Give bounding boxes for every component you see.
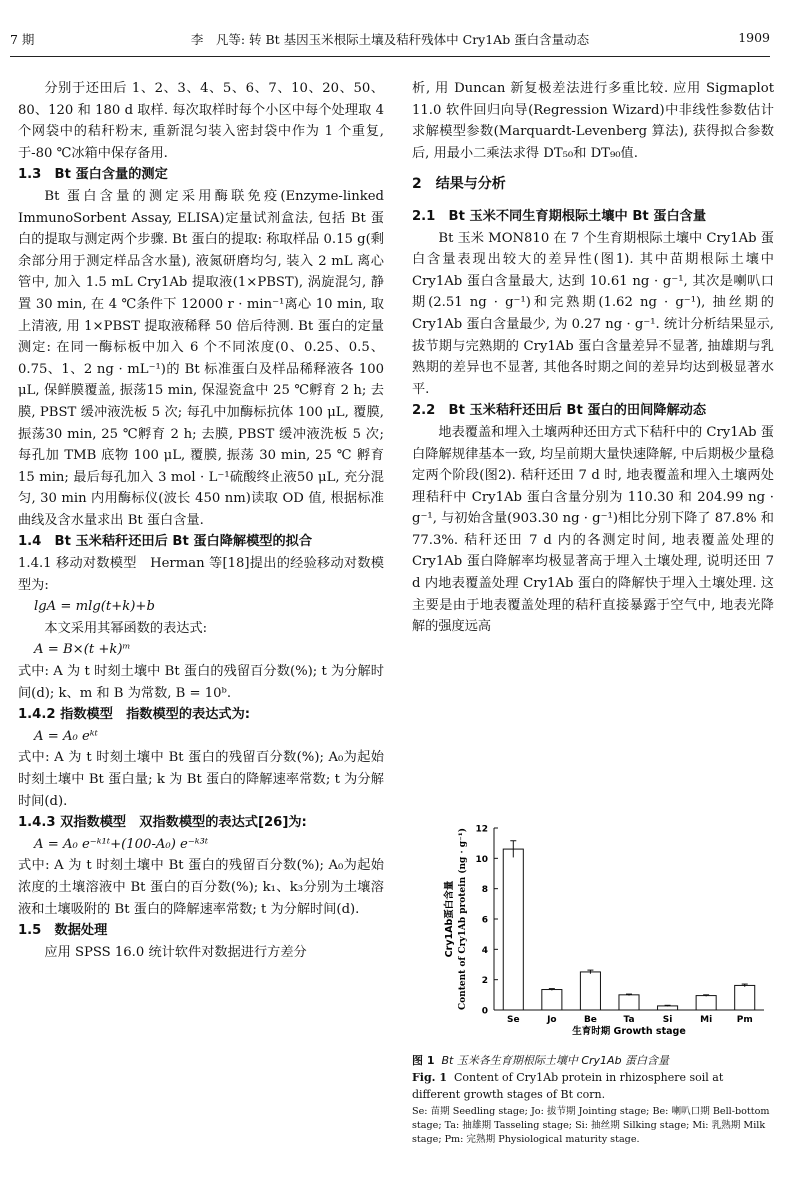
paragraph: Bt 玉米 MON810 在 7 个生育期根际土壤中 Cry1Ab 蛋白含量表现出较大的差异性(图1). 其中苗期根际土壤中 Cry1Ab 蛋白含量最大, 达到 10.61 ng · g⁻¹, 其次是喇叭口期(2.51 ng · g⁻¹)和完熟期(1.62 ng · g⁻¹), 抽丝期的 Cry1Ab 蛋白含量最少, 为 0.27 ng · g⁻¹. 统计分析结果显示, 拔节期与完熟期的 Cry1Ab 蛋白含量差异不显著, 抽雄期与乳熟期的差异也不显著, 其他各时期之间的差异均达到极显著水平. bbox=[412, 230, 774, 397]
section-heading: 1.4 Bt 玉米秸秆还田后 Bt 蛋白降解模型的拟合 bbox=[18, 534, 313, 550]
section-heading: 2.1 Bt 玉米不同生育期根际土壤中 Bt 蛋白含量 bbox=[412, 208, 707, 224]
caption-abbrev-note: Se: 苗期 Seedling stage; Jo: 拔节期 Jointing stage; Be: 喇叭口期 Bell-bottom stage; Ta: 抽雄期 Tasseling stage; Si: 抽丝期 Silking stage; Mi: 乳熟期 Milk stage; Pm: 完熟期 Physiological maturity stage. bbox=[412, 1106, 770, 1145]
x-tick-label-Ta: Ta bbox=[623, 1015, 635, 1025]
paragraph: 本文采用其幂函数的表达式: bbox=[44, 620, 208, 636]
y-tick-label: 4 bbox=[481, 945, 488, 956]
section-heading: 2.2 Bt 玉米秸秆还田后 Bt 蛋白的田间降解动态 bbox=[412, 403, 707, 419]
paragraph: 式中: A 为 t 时刻土壤中 Bt 蛋白的残留百分数(%); t 为分解时间(d); k、m 和 B 为常数, B = 10ᵇ. bbox=[18, 664, 384, 701]
caption-en-line bbox=[412, 1069, 774, 1103]
y-tick-label: 6 bbox=[481, 915, 488, 926]
y-axis-label-cn: Cry1Ab蛋白含量 bbox=[444, 880, 455, 958]
paragraph: 分别于还田后 1、2、3、4、5、6、7、10、20、50、80、120 和 180 d 取样. 每次取样时每个小区中每个处理取 4 个网袋中的秸秆粉末, 重新混匀装入密封袋中作为 1 个重复, 于-80 ℃冰箱中保存备用. bbox=[18, 81, 384, 161]
section-heading: 1.5 数据处理 bbox=[18, 923, 108, 939]
caption-en-label: Fig. 1 bbox=[412, 1071, 447, 1084]
bar-Pm bbox=[735, 985, 755, 1010]
bar-Se bbox=[503, 849, 523, 1010]
bar-Mi bbox=[696, 996, 716, 1010]
section-heading: 1.4.2 指数模型 指数模型的表达式为: bbox=[18, 707, 251, 723]
caption-cn-text: Bt 玉米各生育期根际土壤中 Cry1Ab 蛋白含量 bbox=[441, 1054, 670, 1067]
y-tick-label: 2 bbox=[481, 976, 488, 987]
y-tick-label: 8 bbox=[481, 885, 488, 896]
paragraph: 析, 用 Duncan 新复极差法进行多重比较. 应用 Sigmaplot 11.0 软件回归向导(Regression Wizard)中非线性参数估计求解模型参数(Marquardt-Levenberg 算法), 获得拟合参数后, 用最小二乘法求得 DT₅₀和 DT₉₀值. bbox=[412, 81, 774, 161]
left-column bbox=[18, 78, 384, 963]
page-number: 1909 bbox=[738, 30, 770, 45]
x-tick-label-Jo: Jo bbox=[547, 1015, 557, 1025]
y-tick-label: 10 bbox=[475, 854, 488, 865]
bar-Si bbox=[658, 1006, 678, 1010]
y-tick-label: 0 bbox=[481, 1006, 488, 1017]
paragraph: Bt 蛋白含量的测定采用酶联免疫(Enzyme-linked ImmunoSorbent Assay, ELISA)定量试剂盒法, 包括 Bt 蛋白的提取与测定两个步骤. Bt 蛋白的提取: 称取样品 0.15 g(剩余部分用于测定样品含水量), 液氮研磨均匀, 装入 2 mL 离心管中, 加入 1.5 mL Cry1Ab 提取液(1×PBST), 涡旋混匀, 静置 30 min, 在 4 ℃条件下 12000 r · min⁻¹离心 10 min, 取上清液, 用 1×PBST 提取液稀释 50 倍后待测. Bt 蛋白的定量测定: 在同一酶标板中加入 6 个不同浓度(0、0.25、0.5、0.75、1、2 ng · mL⁻¹)的 Bt 标准蛋白及样品稀释液各 100 μL, 保鲜膜覆盖, 振荡15 min, 保湿瓷盒中 25 ℃孵育 2 h; 去膜, PBST 缓冲液洗板 5 次; 每孔中加酶标抗体 100 μL, 覆膜, 振荡30 min, 25 ℃孵育 2 h; 去膜, PBST 缓冲液洗板 5 次; 每孔加 TMB 底物 100 μL, 覆膜, 振荡 30 min, 25 ℃ 孵育 15 min; 最后每孔加入 3 mol · L⁻¹硫酸终止液50 μL, 充分混匀, 30 min 内用酶标仪(波长 450 nm)读取 OD 值, 根据标准曲线及含水量求出 Bt 蛋白含量. bbox=[18, 188, 384, 528]
paragraph: 式中: A 为 t 时刻土壤中 Bt 蛋白的残留百分数(%); A₀为起始浓度的土壤溶液中 Bt 蛋白的百分数(%); k₁、k₃分别为土壤溶液和土壤吸附的 Bt 蛋白的降解速率常数; t 为分解时间(d). bbox=[18, 858, 384, 917]
x-tick-label-Se: Se bbox=[506, 1015, 520, 1025]
figure-1-bar-chart bbox=[412, 810, 774, 1040]
equation: A = A₀ eᵏᵗ bbox=[34, 728, 98, 744]
equation: lgA = mlg(t+k)+b bbox=[34, 599, 155, 615]
equation: A = B×(t +k)ᵐ bbox=[34, 642, 131, 658]
caption-cn-label: 图 1 bbox=[412, 1054, 435, 1067]
paragraph: 式中: A 为 t 时刻土壤中 Bt 蛋白的残留百分数(%); A₀为起始时刻土壤中 Bt 蛋白量; k 为 Bt 蛋白的降解速率常数; t 为分解时间(d). bbox=[18, 750, 384, 809]
paragraph: 应用 SPSS 16.0 统计软件对数据进行方差分 bbox=[44, 944, 307, 960]
header-divider bbox=[10, 56, 770, 57]
running-header bbox=[10, 30, 770, 50]
y-tick-label: 12 bbox=[475, 824, 488, 835]
section-heading: 1.4.3 双指数模型 双指数模型的表达式[26]为: bbox=[18, 815, 307, 831]
figure-caption bbox=[412, 1052, 774, 1147]
y-axis-label-en: Content of Cry1Ab protein (ng · g⁻¹) bbox=[458, 828, 468, 1010]
bar-Ta bbox=[619, 995, 639, 1010]
running-title: 李 凡等: 转 Bt 基因玉米根际土壤及秸秆残体中 Cry1Ab 蛋白含量动态 bbox=[190, 32, 590, 47]
x-axis-label: 生育时期 Growth stage bbox=[572, 1026, 686, 1037]
bar-Jo bbox=[542, 990, 562, 1010]
issue-number: 7 期 bbox=[10, 32, 35, 47]
right-column bbox=[412, 78, 774, 638]
paragraph: 地表覆盖和埋入土壤两种还田方式下秸秆中的 Cry1Ab 蛋白降解规律基本一致, 均呈前期大量快速降解, 中后期极少量稳定两个阶段(图2). 秸秆还田 7 d 时, 地表覆盖和埋入土壤两处理秸秆中 Cry1Ab 蛋白含量分别为 110.30 和 204.99 ng · g⁻¹, 与初始含量(903.30 ng · g⁻¹)相比分别下降了 87.8% 和 77.3%. 秸秆还田 7 d 内的各测定时间, 地表覆盖处理的 Cry1Ab 蛋白降解率均极显著高于埋入土壤处理, 说明还田 7 d 内地表覆盖处理 Cry1Ab 蛋白的降解快于埋入土壤处理. 这主要是由于地表覆盖处理的秸秆直接暴露于空气中, 地表光降解的强度远高 bbox=[412, 424, 774, 635]
section-heading: 1.3 Bt 蛋白含量的测定 bbox=[18, 167, 168, 183]
x-tick-label-Be: Be bbox=[583, 1015, 597, 1025]
bar-Be bbox=[580, 972, 600, 1010]
equation: A = A₀ e⁻ᵏ¹ᵗ+(100-A₀) e⁻ᵏ³ᵗ bbox=[34, 836, 209, 852]
caption-cn-line bbox=[412, 1052, 774, 1069]
x-tick-label-Mi: Mi bbox=[700, 1015, 713, 1025]
x-tick-label-Si: Si bbox=[662, 1015, 673, 1025]
paragraph: 1.4.1 移动对数模型 Herman 等[18]提出的经验移动对数模型为: bbox=[18, 556, 384, 593]
caption-en-text: Content of Cry1Ab protein in rhizosphere soil at different growth stages of Bt corn. bbox=[412, 1071, 724, 1101]
section-heading: 2 结果与分析 bbox=[412, 176, 506, 193]
x-tick-label-Pm: Pm bbox=[736, 1015, 753, 1025]
